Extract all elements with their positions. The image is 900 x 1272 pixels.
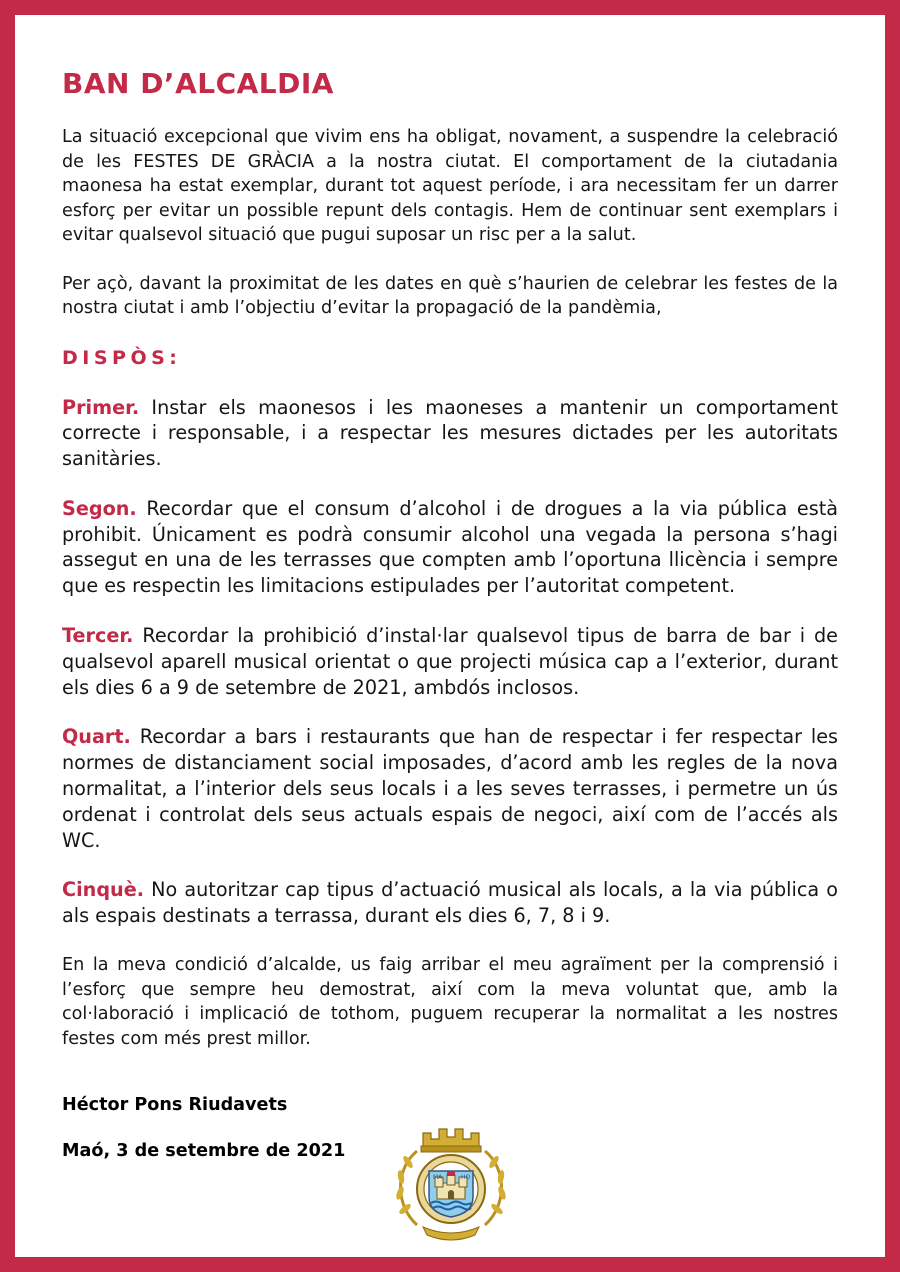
- clause-segon: [62, 496, 838, 599]
- notice-sheet: [15, 15, 885, 1257]
- clause-tercer: [62, 623, 838, 700]
- clause-primer: [62, 395, 838, 472]
- intro-paragraph-2: Per açò, davant la proximitat de les dates en què s’haurien de celebrar les festes de la nostra ciutat i amb l’objectiu d’evitar la propagació de la pandèmia,: [62, 273, 838, 318]
- clause-text: Instar els maonesos i les maoneses a mantenir un comportament correcte i responsable, i a respectar les mesures dictades per les autoritats sanitàries.: [62, 395, 838, 471]
- notice-content: [62, 67, 838, 1075]
- mao-coat-of-arms-icon: [387, 1117, 515, 1245]
- clause-lead: Cinquè.: [62, 878, 145, 902]
- signature-name: Héctor Pons Riudavets: [62, 1095, 288, 1115]
- clause-quart: [62, 724, 838, 853]
- clause-text: Recordar a bars i restaurants que han de respectar i fer respectar les normes de distanciament social imposades, d’acord amb les regles de la nova normalitat, a l’interior dels seus locals i a les seves terrasses, i permetre un ús ordenat i controlat dels seus actuals espais de negoci, així com de l’accés als WC.: [62, 725, 838, 852]
- clause-text: No autoritzar cap tipus d’actuació musical als locals, a la via pública o als espais destinats a terrassa, durant els dies 6, 7, 8 i 9.: [62, 878, 838, 928]
- crest-motto-left: MA: [433, 1174, 443, 1181]
- crest-motto-right: HO: [461, 1174, 471, 1181]
- signature-place-date: Maó, 3 de setembre de 2021: [62, 1141, 346, 1161]
- clause-lead: Quart.: [62, 725, 131, 749]
- clause-lead: Primer.: [62, 395, 140, 419]
- clause-lead: Segon.: [62, 496, 137, 520]
- dispos-heading: DISPÒS:: [62, 346, 182, 369]
- closing-paragraph: En la meva condició d’alcalde, us faig arribar el meu agraïment per la comprensió i l’esforç que sempre heu demostrat, així com la meva voluntat que, amb la col·laboració i implicació de tothom, puguem recuperar la normalitat a les nostres festes com més prest millor.: [62, 955, 838, 1049]
- notice-title: BAN D’ALCALDIA: [62, 67, 334, 100]
- clause-cinque: [62, 877, 838, 929]
- clause-text: Recordar la prohibició d’instal·lar qualsevol tipus de barra de bar i de qualsevol aparell musical orientat o que projecti música cap a l’exterior, durant els dies 6 a 9 de setembre de 2021, ambdós inclosos.: [62, 624, 838, 699]
- clause-lead: Tercer.: [62, 624, 134, 648]
- clause-text: Recordar que el consum d’alcohol i de drogues a la via pública està prohibit. Únicament es podrà consumir alcohol una vegada la persona s’hagi assegut en una de les terrasses que compten amb l’oportuna llicència i sempre que es respectin les limitacions estipulades per l’autoritat competent.: [62, 496, 838, 598]
- intro-paragraph-1: La situació excepcional que vivim ens ha obligat, novament, a suspendre la celebració de les FESTES DE GRÀCIA a la nostra ciutat. El comportament de la ciutadania maonesa ha estat exemplar, durant tot aquest període, i ara necessitam fer un darrer esforç per evitar un possible repunt dels contagis. Hem de continuar sent exemplars i evitar qualsevol situació que pugui suposar un risc per a la salut.: [62, 127, 838, 245]
